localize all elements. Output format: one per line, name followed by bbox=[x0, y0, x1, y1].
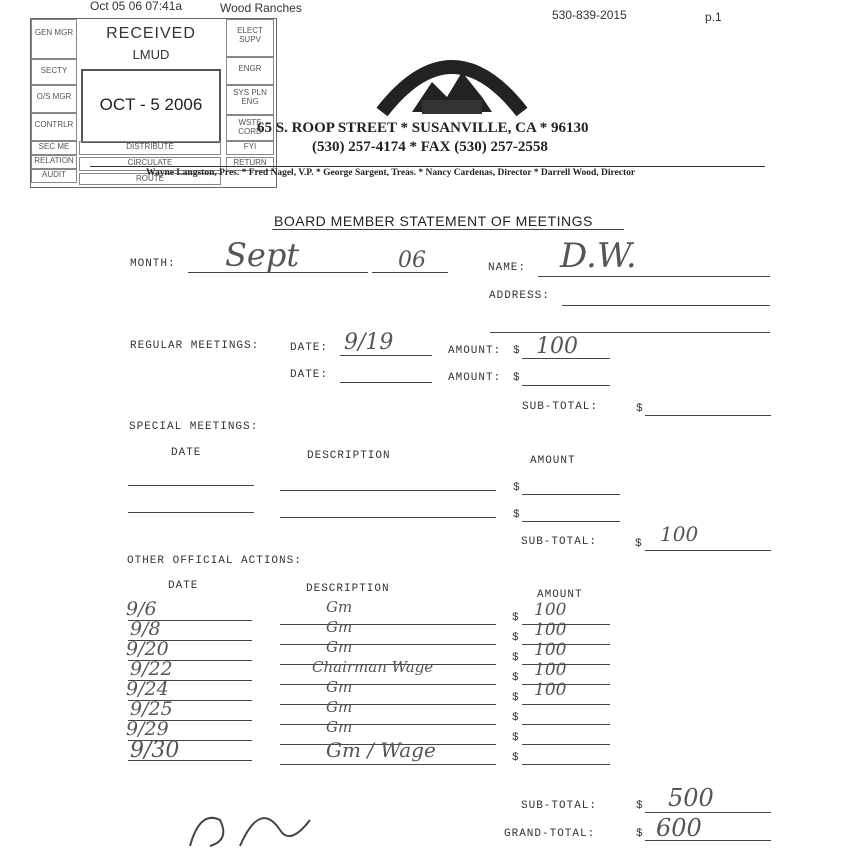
stamp-cell-relation: RELATION bbox=[31, 155, 77, 169]
regular-subtotal-dollar: $ bbox=[636, 403, 644, 415]
regular-amount-label-1: AMOUNT: bbox=[448, 345, 502, 357]
grand-total-value: 600 bbox=[656, 814, 702, 842]
row-amount: 100 bbox=[534, 600, 567, 620]
row-dollar: $ bbox=[512, 652, 520, 664]
row-description: Gm bbox=[326, 718, 353, 736]
row-description: Gm / Wage bbox=[326, 738, 436, 762]
fax-sender: Wood Ranches bbox=[220, 1, 302, 15]
form-title: BOARD MEMBER STATEMENT OF MEETINGS bbox=[274, 213, 593, 229]
row-date: 9/20 bbox=[126, 638, 169, 660]
special-dollar-1: $ bbox=[513, 482, 521, 494]
special-subtotal-value: 100 bbox=[660, 522, 699, 546]
regular-date-label-1: DATE: bbox=[290, 342, 329, 354]
row-dollar: $ bbox=[512, 732, 520, 744]
row-description: Gm bbox=[326, 698, 353, 716]
stamp-cell-secty: SECTY bbox=[31, 59, 77, 85]
row-date: 9/24 bbox=[126, 678, 169, 700]
row-dollar: $ bbox=[512, 612, 520, 624]
row-amount: 100 bbox=[534, 640, 567, 660]
other-subtotal-label: SUB-TOTAL: bbox=[521, 800, 598, 812]
district-logo bbox=[372, 42, 532, 122]
month-value: Sept bbox=[225, 236, 300, 274]
regular-date-1: 9/19 bbox=[344, 330, 394, 355]
other-actions-label: OTHER OFFICIAL ACTIONS: bbox=[127, 555, 302, 567]
stamp-route: ROUTE bbox=[79, 173, 221, 185]
special-dollar-2: $ bbox=[513, 509, 521, 521]
regular-subtotal-label: SUB-TOTAL: bbox=[522, 401, 599, 413]
row-date: 9/8 bbox=[130, 618, 161, 640]
signature bbox=[180, 800, 320, 848]
stamp-circulate: CIRCULATE bbox=[79, 157, 221, 171]
row-description: Gm bbox=[326, 598, 353, 616]
grand-total-label: GRAND-TOTAL: bbox=[504, 828, 596, 840]
row-description: Gm bbox=[326, 638, 353, 656]
fax-timestamp: Oct 05 06 07:41a bbox=[90, 0, 183, 13]
stamp-fyi: FYI bbox=[226, 141, 274, 155]
stamp-cell-elect-supv: ELECT SUPV bbox=[226, 19, 274, 57]
regular-amount-label-2: AMOUNT: bbox=[448, 372, 502, 384]
stamp-date-box bbox=[81, 69, 221, 143]
row-amount: 100 bbox=[534, 620, 567, 640]
stamp-cell-os-mgr: O/S MGR bbox=[31, 85, 77, 113]
row-dollar: $ bbox=[512, 712, 520, 724]
other-col-amount: AMOUNT bbox=[537, 589, 583, 601]
grand-total-dollar: $ bbox=[636, 828, 644, 840]
row-description: Gm bbox=[326, 618, 353, 636]
stamp-return: RETURN bbox=[226, 157, 274, 171]
row-amount: 100 bbox=[534, 680, 567, 700]
row-dollar: $ bbox=[512, 692, 520, 704]
special-col-description: DESCRIPTION bbox=[307, 450, 391, 462]
name-value: D.W. bbox=[560, 236, 637, 276]
regular-meetings-label: REGULAR MEETINGS: bbox=[130, 340, 260, 352]
stamp-date: OCT - 5 2006 bbox=[99, 95, 203, 114]
row-description: Chairman Wage bbox=[312, 658, 434, 676]
stamp-cell-wste-cord: WSTE CORD bbox=[226, 115, 274, 141]
row-date: 9/22 bbox=[130, 658, 173, 680]
letterhead-phones: (530) 257-4174 * FAX (530) 257-2558 bbox=[312, 139, 548, 155]
special-subtotal-label: SUB-TOTAL: bbox=[521, 536, 598, 548]
month-label: MONTH: bbox=[130, 258, 176, 270]
row-date: 9/6 bbox=[126, 598, 157, 620]
row-date: 9/25 bbox=[130, 698, 173, 720]
letterhead-directors: Wayne Langston, Pres. * Fred Nagel, V.P. * George Sargent, Treas. * Nancy Cardenas, Director * Darrell Wood, Director bbox=[146, 168, 636, 178]
other-subtotal-dollar: $ bbox=[636, 800, 644, 812]
special-subtotal-dollar: $ bbox=[635, 538, 643, 550]
stamp-cell-engr: ENGR bbox=[226, 57, 274, 85]
stamp-cell-contrlr: CONTRLR bbox=[31, 113, 77, 141]
row-date: 9/29 bbox=[126, 718, 169, 740]
stamp-cell-gen-mgr: GEN MGR bbox=[31, 19, 77, 59]
received-stamp bbox=[30, 18, 277, 188]
special-col-amount: AMOUNT bbox=[530, 455, 576, 467]
row-dollar: $ bbox=[512, 672, 520, 684]
other-col-date: DATE bbox=[168, 580, 199, 592]
fax-phone: 530-839-2015 bbox=[552, 8, 627, 22]
regular-amount-1: 100 bbox=[536, 334, 578, 359]
stamp-distribute: DISTRIBUTE bbox=[79, 141, 221, 155]
stamp-cell-sys-pln-eng: SYS PLN ENG bbox=[226, 85, 274, 115]
stamp-cell-sec-me: SEC ME bbox=[31, 141, 77, 155]
row-date: 9/30 bbox=[130, 738, 180, 763]
address-label: ADDRESS: bbox=[489, 290, 550, 302]
letterhead-address: 65 S. ROOP STREET * SUSANVILLE, CA * 96130 bbox=[257, 120, 589, 136]
regular-dollar-1: $ bbox=[513, 345, 521, 357]
stamp-cell-audit: AUDIT bbox=[31, 169, 77, 183]
regular-dollar-2: $ bbox=[513, 372, 521, 384]
row-dollar: $ bbox=[512, 752, 520, 764]
year-value: 06 bbox=[398, 248, 426, 273]
name-label: NAME: bbox=[488, 262, 527, 274]
other-subtotal-value: 500 bbox=[668, 784, 714, 812]
row-amount: 100 bbox=[534, 660, 567, 680]
row-description: Gm bbox=[326, 678, 353, 696]
stamp-received-text: RECEIVED bbox=[106, 25, 196, 42]
other-col-description: DESCRIPTION bbox=[306, 583, 390, 595]
regular-date-label-2: DATE: bbox=[290, 369, 329, 381]
fax-page: p.1 bbox=[705, 10, 722, 24]
special-col-date: DATE bbox=[171, 447, 202, 459]
special-meetings-label: SPECIAL MEETINGS: bbox=[129, 421, 259, 433]
stamp-org: LMUD bbox=[132, 47, 170, 62]
row-dollar: $ bbox=[512, 632, 520, 644]
